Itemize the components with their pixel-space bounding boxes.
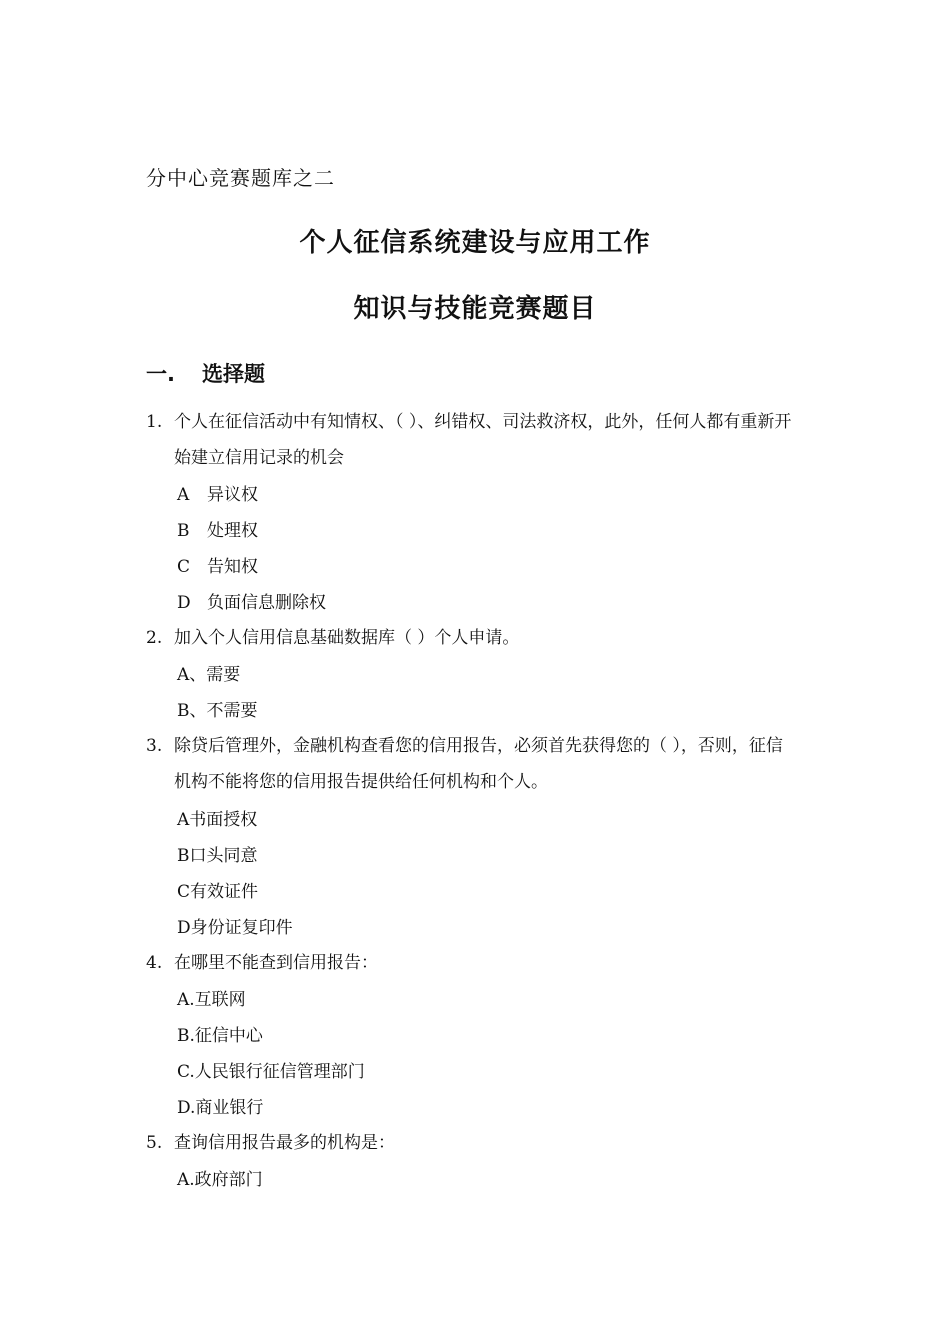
document-subtitle: 分中心竞赛题库之二 bbox=[146, 166, 335, 190]
document-title-line-1: 个人征信系统建设与应用工作 bbox=[299, 228, 651, 258]
question-text: 在哪里不能查到信用报告： bbox=[174, 953, 378, 973]
option-5a: A.政府部门 bbox=[177, 1170, 263, 1190]
question-text: 个人在征信活动中有知情权、（ ）、纠错权、司法救济权，此外，任何人都有重新开始建立信用记录的机会 bbox=[174, 412, 792, 468]
option-letter: B bbox=[177, 521, 190, 541]
option-3b: B口头同意 bbox=[177, 846, 258, 866]
question-5 bbox=[146, 1125, 798, 1161]
section-number: 一. bbox=[146, 362, 175, 386]
question-number: 5. bbox=[146, 1133, 163, 1153]
option-3d: D身份证复印件 bbox=[177, 918, 293, 938]
option-4b: B.征信中心 bbox=[177, 1026, 263, 1046]
option-text: 告知权 bbox=[207, 557, 258, 577]
option-4d: D.商业银行 bbox=[177, 1098, 264, 1118]
question-4 bbox=[146, 945, 798, 981]
option-2b: B、不需要 bbox=[177, 701, 258, 721]
option-1a bbox=[177, 477, 258, 513]
question-1 bbox=[146, 404, 798, 476]
question-text: 除贷后管理外，金融机构查看您的信用报告，必须首先获得您的（ ），否则，征信机构不能将您的信用报告提供给任何机构和个人。 bbox=[174, 736, 783, 792]
question-number: 1. bbox=[146, 412, 163, 432]
section-title: 选择题 bbox=[202, 362, 265, 386]
option-3a: A书面授权 bbox=[177, 810, 258, 830]
option-1b bbox=[177, 513, 258, 549]
question-text: 加入个人信用信息基础数据库（ ）个人申请。 bbox=[174, 628, 520, 648]
question-number: 3. bbox=[146, 736, 163, 756]
section-heading bbox=[146, 358, 265, 388]
option-4a: A.互联网 bbox=[177, 990, 246, 1010]
question-3 bbox=[146, 728, 798, 800]
option-letter: C bbox=[177, 557, 191, 577]
option-1d bbox=[177, 585, 326, 621]
question-number: 2. bbox=[146, 628, 163, 648]
option-letter: D bbox=[177, 593, 191, 613]
question-number: 4. bbox=[146, 953, 163, 973]
option-text: 处理权 bbox=[207, 521, 258, 541]
option-4c: C.人民银行征信管理部门 bbox=[177, 1062, 365, 1082]
document-title-line-2: 知识与技能竞赛题目 bbox=[353, 294, 597, 324]
option-3c: C有效证件 bbox=[177, 882, 259, 902]
option-2a: A、需要 bbox=[177, 665, 241, 685]
option-1c bbox=[177, 549, 258, 585]
option-letter: A bbox=[177, 485, 190, 505]
question-2 bbox=[146, 620, 798, 656]
question-text: 查询信用报告最多的机构是： bbox=[174, 1133, 395, 1153]
option-text: 负面信息删除权 bbox=[207, 593, 326, 613]
option-text: 异议权 bbox=[207, 485, 258, 505]
